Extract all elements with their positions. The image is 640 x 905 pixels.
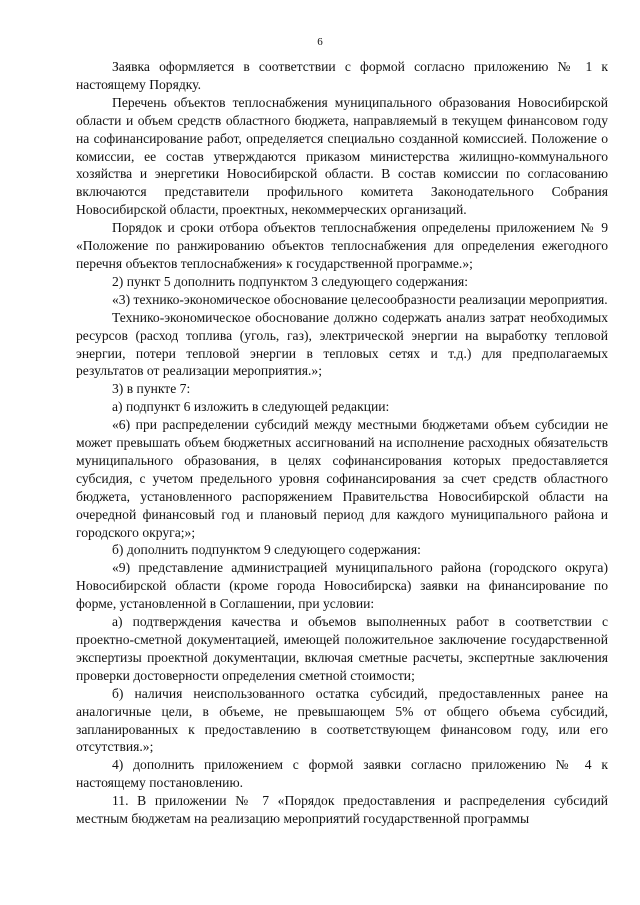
paragraph: Перечень объектов теплоснабжения муниципального образования Новосибирской области и объем средств областного бюджета, направляемый в текущем финансовом году на софинансирование работ, определяется специально созданной комиссией. Положение о комиссии, ее состав утверждаются приказом министерства жилищно-коммунального хозяйства и энергетики Новосибирской области. В состав комиссии по согласованию включаются представители профильного комитета Законодательного Собрания Новосибирской области, проектных, некоммерческих организаций.: [76, 94, 608, 218]
paragraph: «9) представление администрацией муниципального района (городского округа) Новосибирской области (кроме города Новосибирска) заявки на финансирование по форме, установленной в Соглашении, при условии:: [76, 560, 608, 612]
paragraph: б) наличия неиспользованного остатка субсидий, предоставленных ранее на аналогичные цели, в объеме, не превышающем 5% от общего объема субсидий, запланированных к предоставлению в соответствующем финансовом году, или его отсутствия.»;: [76, 685, 608, 755]
paragraph: 2) пункт 5 дополнить подпунктом 3 следующего содержания:: [112, 273, 469, 289]
paragraph: «3) технико-экономическое обоснование целесообразности реализации мероприятия.: [112, 291, 608, 307]
paragraph: Порядок и сроки отбора объектов теплоснабжения определены приложением № 9 «Положение по ранжированию объектов теплоснабжения для определения ежегодного перечня объектов теплоснабжения» к государственной программе.»;: [76, 220, 608, 271]
paragraph: 11. В приложении № 7 «Порядок предоставления и распределения субсидий местным бюджетам на реализацию мероприятий государственной программы: [76, 793, 608, 827]
paragraph: Заявка оформляется в соответствии с формой согласно приложению № 1 к настоящему Порядку.: [76, 59, 608, 92]
paragraph: б) дополнить подпунктом 9 следующего содержания:: [112, 542, 421, 558]
paragraph: 4) дополнить приложением с формой заявки согласно приложению № 4 к настоящему постановлению.: [76, 757, 608, 791]
document-body: [76, 58, 608, 828]
paragraph: а) подтверждения качества и объемов выполненных работ в соответствии с проектно-сметной документацией, имеющей положительное заключение государственной экспертизы проектной документации, включая сметные расчеты, экспертные заключения проверки достоверности определения сметной стоимости;: [76, 614, 608, 683]
paragraph: а) подпункт 6 изложить в следующей редакции:: [112, 399, 390, 415]
paragraph: 3) в пункте 7:: [112, 381, 191, 397]
paragraph: «6) при распределении субсидий между местными бюджетами объем субсидии не может превышать объем бюджетных ассигнований на исполнение расходных обязательств муниципального образования, в целях софинансирования которых предоставляется субсидия, с учетом предельного уровня софинансирования за счет средств областного бюджета, установленного распоряжением Правительства Новосибирской области на очередной финансовый год и плановый период для каждого муниципального района и городского округа;»;: [76, 417, 608, 540]
paragraph: Технико-экономическое обоснование должно содержать анализ затрат необходимых ресурсов (расход топлива (уголь, газ), электрической энергии на выработку тепловой энергии, потери тепловой энергии в тепловых сетях и т.д.) для предполагаемых результатов от реализации мероприятия.»;: [76, 309, 608, 379]
page-number: 6: [317, 36, 323, 48]
